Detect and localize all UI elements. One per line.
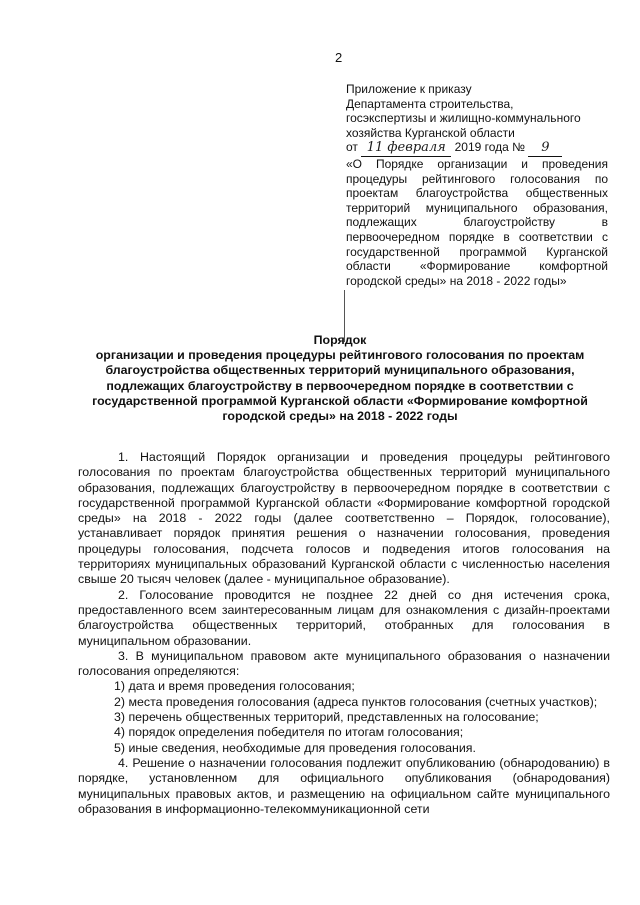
appendix-line: госэкспертизы и жилищно-коммунального [346,111,581,126]
paragraph: 3. В муниципальном правовом акте муниципального образования о назначении голосования определяются: [78,648,610,679]
appendix-line: Департамента строительства, [346,96,514,111]
list-item: 2) места проведения голосования (адреса пунктов голосования (счетных участков); [114,694,598,709]
title-heading: Порядок [313,333,367,347]
document-body [78,450,610,817]
document-title [70,333,610,424]
handwritten-number: 9 [528,141,562,157]
list-item: 4) порядок определения победителя по итогам голосования; [114,725,464,740]
appendix-line: Приложение к приказу [346,82,472,96]
handwritten-date: 11 февраля [361,141,451,157]
appendix-line: хозяйства Курганской области [346,125,515,140]
appendix-subject: «О Порядке организации и проведения процедуры рейтингового голосования по проектам благоустройства общественных территорий муниципального образования, подлежащих благоустройству в первоочередном порядке в соответствии с государственной программой Курганской области «Формирование комфортной городской среды» на 2018 - 2022 годы» [346,156,608,288]
list-item: 1) дата и время проведения голосования; [114,679,355,694]
paragraph: 2. Голосование проводится не позднее 22 дней со дня истечения срока, предоставленного всем заинтересованным лицам для ознакомления с дизайн-проектами благоустройства общественных территорий, отобранных для голосования в муниципальном образовании. [78,587,610,648]
title-subtitle: организации и проведения процедуры рейтингового голосования по проектам благоустройства общественных территорий муниципального образования, подлежащих благоустройству в первоочередном порядке в соответствии с государственной программой Курганской области «Формирование комфортной городской среды» на 2018 - 2022 годы [92,348,588,424]
date-suffix: 2019 года № [454,140,526,155]
date-prefix: от [346,140,358,155]
appendix-block [346,82,608,288]
paragraph: 1. Настоящий Порядок организации и проведения процедуры рейтингового голосования по проектам благоустройства общественных территорий муниципального образования, подлежащих благоустройству в первоочередном порядке в соответствии с государственной программой Курганской области «Формирование комфортной городской среды» на 2018 - 2022 годы (далее соответственно – Порядок, голосование), устанавливает порядок принятия решения о назначении голосования, проведения процедуры голосования, подсчета голосов и подведения итогов голосования на территориях муниципальных образований Курганской области с численностью населения свыше 20 тысяч человек (далее - муниципальное образование). [78,450,610,587]
appendix-date-line [346,140,608,157]
list-item: 5) иные сведения, необходимые для проведения голосования. [114,740,476,755]
list-item: 3) перечень общественных территорий, представленных на голосование; [114,710,539,725]
paragraph: 4. Решение о назначении голосования подлежит опубликованию (обнародованию) в порядке, установленном для официального опубликования (обнародования) муниципальных правовых актов, и размещению на официальном сайте муниципального образования в информационно-телекоммуникационной сети [78,755,610,816]
page-number: 2 [335,50,343,65]
